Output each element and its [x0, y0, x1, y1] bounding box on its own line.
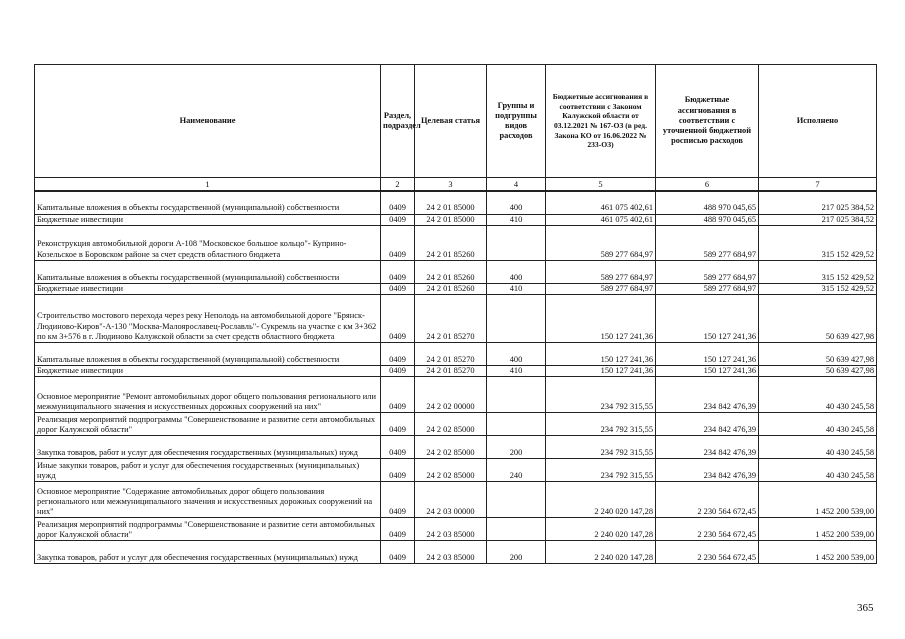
- cell-name: Капитальные вложения в объекты государственной (муниципальной) собственности: [35, 342, 381, 365]
- cell-cs: 24 2 02 85000: [415, 459, 487, 482]
- cell-law: 234 792 315,55: [546, 377, 656, 413]
- cell-name: Основное мероприятие "Содержание автомобильных дорог общего пользования регионального или межмуниципального значения и искусственных дорожных сооружений на них": [35, 482, 381, 518]
- table-row: [35, 225, 877, 260]
- cell-exe: 40 430 245,58: [759, 436, 877, 459]
- col-number: 1: [35, 178, 381, 192]
- cell-exe: 1 452 200 539,00: [759, 518, 877, 541]
- page-number: 365: [857, 602, 874, 614]
- header-law: Бюджетные ассигнования в соответствии с Законом Калужской области от 03.12.2021 № 167-ОЗ (в ред. Закона КО от 16.06.2022 № 233-ОЗ): [546, 65, 656, 178]
- table-row: [35, 342, 877, 365]
- cell-vr: 400: [487, 342, 546, 365]
- cell-cs: 24 2 01 85270: [415, 294, 487, 342]
- cell-law: 150 127 241,36: [546, 342, 656, 365]
- cell-sec: 0409: [381, 518, 415, 541]
- cell-law: 589 277 684,97: [546, 260, 656, 283]
- cell-ref: 234 842 476,39: [656, 377, 759, 413]
- cell-sec: 0409: [381, 365, 415, 376]
- cell-vr: [487, 225, 546, 260]
- cell-sec: 0409: [381, 541, 415, 564]
- cell-vr: [487, 294, 546, 342]
- table-row: [35, 459, 877, 482]
- table-row: [35, 214, 877, 225]
- column-number-row: [35, 178, 877, 192]
- cell-ref: 488 970 045,65: [656, 214, 759, 225]
- col-number: 2: [381, 178, 415, 192]
- cell-law: 234 792 315,55: [546, 413, 656, 436]
- cell-name: Капитальные вложения в объекты государственной (муниципальной) собственности: [35, 260, 381, 283]
- cell-exe: 1 452 200 539,00: [759, 482, 877, 518]
- col-number: 3: [415, 178, 487, 192]
- cell-law: 589 277 684,97: [546, 225, 656, 260]
- cell-sec: 0409: [381, 283, 415, 294]
- cell-name: Строительство мостового перехода через реку Неполодь на автомобильной дороге "Брянск-Людиново-Киров"-А-130 "Москва-Малоярославец-Рославль"- Сукремль на участке с км 3+362 по км 3+576 в г. Людиново Калужской области за счет средств областного бюджета: [35, 294, 381, 342]
- cell-vr: 200: [487, 541, 546, 564]
- table-row: [35, 413, 877, 436]
- budget-table: [34, 64, 877, 564]
- cell-law: 2 240 020 147,28: [546, 541, 656, 564]
- cell-name: Реализация мероприятий подпрограммы "Совершенствование и развитие сети автомобильных дорог Калужской области": [35, 518, 381, 541]
- header-name: Наименование: [35, 65, 381, 178]
- header-refined: Бюджетные ассигнования в соответствии с уточненной бюджетной росписью расходов: [656, 65, 759, 178]
- cell-cs: 24 2 01 85000: [415, 214, 487, 225]
- col-number: 7: [759, 178, 877, 192]
- cell-vr: 410: [487, 365, 546, 376]
- cell-sec: 0409: [381, 214, 415, 225]
- table-row: [35, 541, 877, 564]
- cell-exe: 315 152 429,52: [759, 260, 877, 283]
- cell-ref: 150 127 241,36: [656, 342, 759, 365]
- cell-name: Реконструкция автомобильной дороги А-108 "Московское большое кольцо"- Куприно-Козельское в Боровском районе за счет средств областного бюджета: [35, 225, 381, 260]
- cell-name: Закупка товаров, работ и услуг для обеспечения государственных (муниципальных) нужд: [35, 541, 381, 564]
- cell-ref: 150 127 241,36: [656, 365, 759, 376]
- cell-law: 589 277 684,97: [546, 283, 656, 294]
- cell-cs: 24 2 03 00000: [415, 482, 487, 518]
- cell-law: 150 127 241,36: [546, 365, 656, 376]
- cell-exe: 40 430 245,58: [759, 413, 877, 436]
- cell-cs: 24 2 03 85000: [415, 518, 487, 541]
- col-number: 4: [487, 178, 546, 192]
- cell-law: 150 127 241,36: [546, 294, 656, 342]
- cell-vr: 200: [487, 436, 546, 459]
- cell-sec: 0409: [381, 413, 415, 436]
- cell-law: 234 792 315,55: [546, 436, 656, 459]
- cell-law: 461 075 402,61: [546, 191, 656, 214]
- col-number: 5: [546, 178, 656, 192]
- cell-cs: 24 2 01 85270: [415, 365, 487, 376]
- cell-cs: 24 2 03 85000: [415, 541, 487, 564]
- cell-exe: 50 639 427,98: [759, 342, 877, 365]
- header-row: [35, 65, 877, 178]
- cell-ref: 488 970 045,65: [656, 191, 759, 214]
- cell-law: 2 240 020 147,28: [546, 518, 656, 541]
- cell-vr: [487, 377, 546, 413]
- cell-exe: 50 639 427,98: [759, 294, 877, 342]
- cell-cs: 24 2 02 00000: [415, 377, 487, 413]
- cell-sec: 0409: [381, 377, 415, 413]
- table-row: [35, 518, 877, 541]
- cell-exe: 217 025 384,52: [759, 214, 877, 225]
- cell-name: Бюджетные инвестиции: [35, 214, 381, 225]
- table-row: [35, 260, 877, 283]
- header-executed: Исполнено: [759, 65, 877, 178]
- cell-law: 2 240 020 147,28: [546, 482, 656, 518]
- cell-ref: 2 230 564 672,45: [656, 518, 759, 541]
- cell-vr: [487, 482, 546, 518]
- cell-ref: 234 842 476,39: [656, 436, 759, 459]
- table-row: [35, 294, 877, 342]
- header-section: Раздел, подраздел: [381, 65, 415, 178]
- cell-ref: 234 842 476,39: [656, 413, 759, 436]
- cell-law: 234 792 315,55: [546, 459, 656, 482]
- header-groups: Группы и подгруппы видов расходов: [487, 65, 546, 178]
- cell-name: Реализация мероприятий подпрограммы "Совершенствование и развитие сети автомобильных дорог Калужской области": [35, 413, 381, 436]
- cell-cs: 24 2 01 85260: [415, 225, 487, 260]
- cell-sec: 0409: [381, 260, 415, 283]
- table-row: [35, 191, 877, 214]
- cell-sec: 0409: [381, 225, 415, 260]
- table-row: [35, 377, 877, 413]
- cell-exe: 315 152 429,52: [759, 283, 877, 294]
- cell-ref: 589 277 684,97: [656, 260, 759, 283]
- cell-cs: 24 2 01 85270: [415, 342, 487, 365]
- cell-vr: [487, 413, 546, 436]
- cell-ref: 2 230 564 672,45: [656, 482, 759, 518]
- cell-name: Бюджетные инвестиции: [35, 365, 381, 376]
- cell-name: Бюджетные инвестиции: [35, 283, 381, 294]
- cell-name: Капитальные вложения в объекты государственной (муниципальной) собственности: [35, 191, 381, 214]
- cell-vr: 400: [487, 260, 546, 283]
- cell-ref: 589 277 684,97: [656, 283, 759, 294]
- cell-ref: 234 842 476,39: [656, 459, 759, 482]
- cell-cs: 24 2 01 85260: [415, 260, 487, 283]
- cell-vr: 240: [487, 459, 546, 482]
- cell-sec: 0409: [381, 482, 415, 518]
- cell-cs: 24 2 01 85260: [415, 283, 487, 294]
- cell-vr: 410: [487, 283, 546, 294]
- cell-ref: 589 277 684,97: [656, 225, 759, 260]
- cell-law: 461 075 402,61: [546, 214, 656, 225]
- cell-ref: 150 127 241,36: [656, 294, 759, 342]
- cell-exe: 315 152 429,52: [759, 225, 877, 260]
- cell-exe: 40 430 245,58: [759, 377, 877, 413]
- cell-exe: 217 025 384,52: [759, 191, 877, 214]
- cell-name: Иные закупки товаров, работ и услуг для обеспечения государственных (муниципальных) нужд: [35, 459, 381, 482]
- table-row: [35, 436, 877, 459]
- table-row: [35, 365, 877, 376]
- cell-cs: 24 2 02 85000: [415, 436, 487, 459]
- header-target: Целевая статья: [415, 65, 487, 178]
- cell-vr: 410: [487, 214, 546, 225]
- cell-vr: 400: [487, 191, 546, 214]
- cell-name: Основное мероприятие "Ремонт автомобильных дорог общего пользования регионального или межмуниципального значения и искусственных дорожных сооружений на них": [35, 377, 381, 413]
- cell-sec: 0409: [381, 436, 415, 459]
- cell-exe: 1 452 200 539,00: [759, 541, 877, 564]
- cell-exe: 50 639 427,98: [759, 365, 877, 376]
- cell-sec: 0409: [381, 191, 415, 214]
- cell-sec: 0409: [381, 294, 415, 342]
- cell-cs: 24 2 02 85000: [415, 413, 487, 436]
- cell-exe: 40 430 245,58: [759, 459, 877, 482]
- table-body: [35, 191, 877, 564]
- cell-sec: 0409: [381, 459, 415, 482]
- cell-cs: 24 2 01 85000: [415, 191, 487, 214]
- cell-sec: 0409: [381, 342, 415, 365]
- table-row: [35, 283, 877, 294]
- table-row: [35, 482, 877, 518]
- col-number: 6: [656, 178, 759, 192]
- cell-name: Закупка товаров, работ и услуг для обеспечения государственных (муниципальных) нужд: [35, 436, 381, 459]
- cell-ref: 2 230 564 672,45: [656, 541, 759, 564]
- cell-vr: [487, 518, 546, 541]
